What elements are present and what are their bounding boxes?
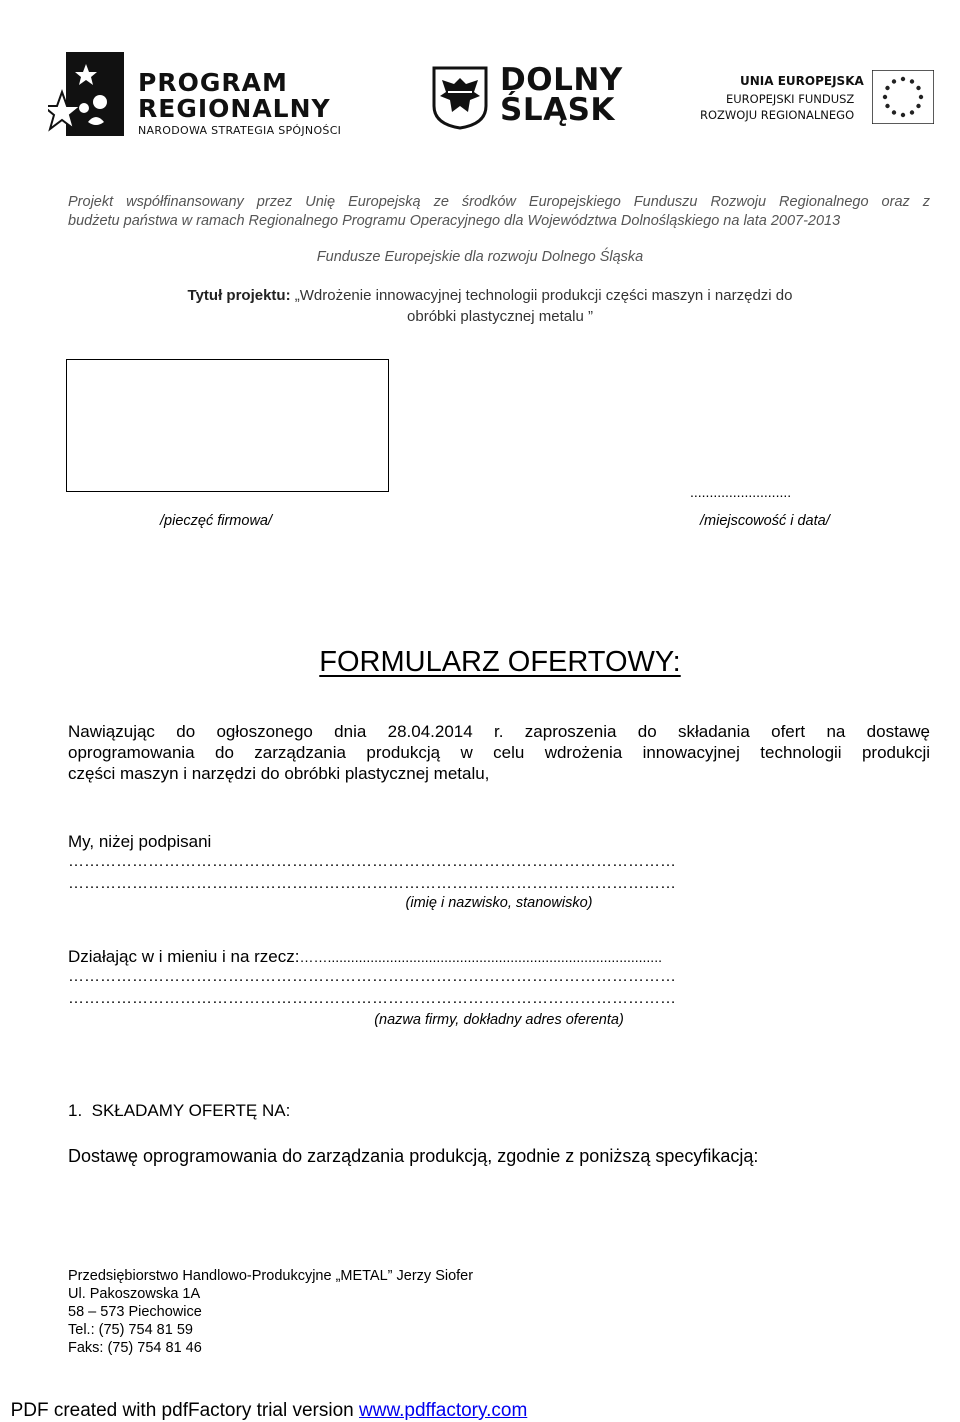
on-behalf-dots-2[interactable]: …………………………………………………………………………………………………… [68, 990, 676, 1007]
place-date-caption: /miejscowość i data/ [700, 513, 830, 529]
undersigned-dots-1[interactable]: …………………………………………………………………………………………………… [68, 853, 676, 870]
cofinancing-line1: Projekt współfinansowany przez Unię Europejską ze środków Europejskiego Funduszu Rozwoju Regionalnego oraz z [68, 194, 930, 210]
project-title-label: Tytuł projektu: [187, 287, 291, 304]
dolny-logo-line1: DOLNY [500, 62, 623, 98]
star-figures-icon [48, 44, 130, 144]
form-title: FORMULARZ OFERTOWY: [319, 646, 681, 678]
pdf-notice-text: PDF created with pdfFactory trial version [10, 1400, 360, 1421]
section1-heading: 1. SKŁADAMY OFERTĘ NA: [68, 1101, 291, 1120]
dolny-logo-line2: ŚLĄSK [500, 92, 615, 128]
pdf-factory-link[interactable]: www.pdffactory.com [359, 1400, 528, 1421]
footer-company-name: Przedsiębiorstwo Handlowo-Produkcyjne „METAL” Jerzy Siofer [68, 1268, 474, 1284]
eu-logo-line2: EUROPEJSKI FUNDUSZ [726, 92, 855, 106]
section1-text: Dostawę oprogramowania do zarządzania produkcją, zgodnie z poniższą specyfikacją: [68, 1146, 759, 1166]
dolny-slask-logo [432, 64, 632, 134]
cofinancing-line2: budżetu państwa w ramach Regionalnego Programu Operacyjnego dla Województwa Dolnośląskiego na lata 2007-2013 [68, 213, 841, 229]
program-logo-line2: REGIONALNY [138, 94, 331, 123]
undersigned-label: My, niżej podpisani [68, 832, 212, 851]
eu-flag-icon [872, 70, 934, 124]
intro-line3: części maszyn i narzędzi do obróbki plastycznej metalu, [68, 764, 490, 783]
on-behalf-label: Działając w i mieniu i na rzecz: [68, 947, 300, 966]
on-behalf-inline-dots[interactable]: ……...................................................................................... [299, 949, 662, 965]
pdf-trial-notice [0, 1378, 527, 1422]
cofinancing-motto: Fundusze Europejskie dla rozwoju Dolnego Śląska [316, 249, 644, 265]
company-stamp-caption: /pieczęć firmowa/ [160, 513, 273, 529]
place-date-dots: .......................... [690, 484, 792, 500]
eagle-crest-icon [432, 66, 488, 130]
footer-company-fax: Faks: (75) 754 81 46 [68, 1340, 202, 1356]
undersigned-caption: (imię i nazwisko, stanowisko) [405, 895, 593, 911]
on-behalf-dots-1[interactable]: …………………………………………………………………………………………………… [68, 968, 676, 985]
eu-logo-line1: UNIA EUROPEJSKA [740, 74, 864, 88]
program-logo-line3: NARODOWA STRATEGIA SPÓJNOŚCI [138, 124, 342, 137]
program-logo-line1: PROGRAM [138, 68, 288, 97]
on-behalf-caption: (nazwa firmy, dokładny adres oferenta) [374, 1012, 624, 1028]
project-title [0, 287, 960, 304]
footer-company-street: Ul. Pakoszowska 1A [68, 1286, 201, 1302]
footer-company [68, 1267, 473, 1357]
eu-logo [698, 70, 938, 130]
intro-line2: oprogramowania do zarządzania produkcją w celu wdrożenia innowacyjnej technologii produkcji [68, 743, 930, 762]
intro-line1: Nawiązując do ogłoszonego dnia 28.04.2014 r. zaproszenia do składania ofert na dostawę [68, 722, 930, 741]
project-title-line1: „Wdrożenie innowacyjnej technologii produkcji części maszyn i narzędzi do [294, 287, 793, 304]
footer-company-postal: 58 – 573 Piechowice [68, 1304, 202, 1320]
company-stamp-box [66, 359, 389, 492]
on-behalf-row [68, 946, 930, 968]
project-title-line2: obróbki plastycznej metalu ” [407, 308, 593, 325]
eu-logo-line3: ROZWOJU REGIONALNEGO [700, 108, 855, 122]
program-regionalny-logo [48, 44, 368, 144]
footer-company-phone: Tel.: (75) 754 81 59 [68, 1322, 193, 1338]
undersigned-dots-2[interactable]: …………………………………………………………………………………………………… [68, 875, 676, 892]
